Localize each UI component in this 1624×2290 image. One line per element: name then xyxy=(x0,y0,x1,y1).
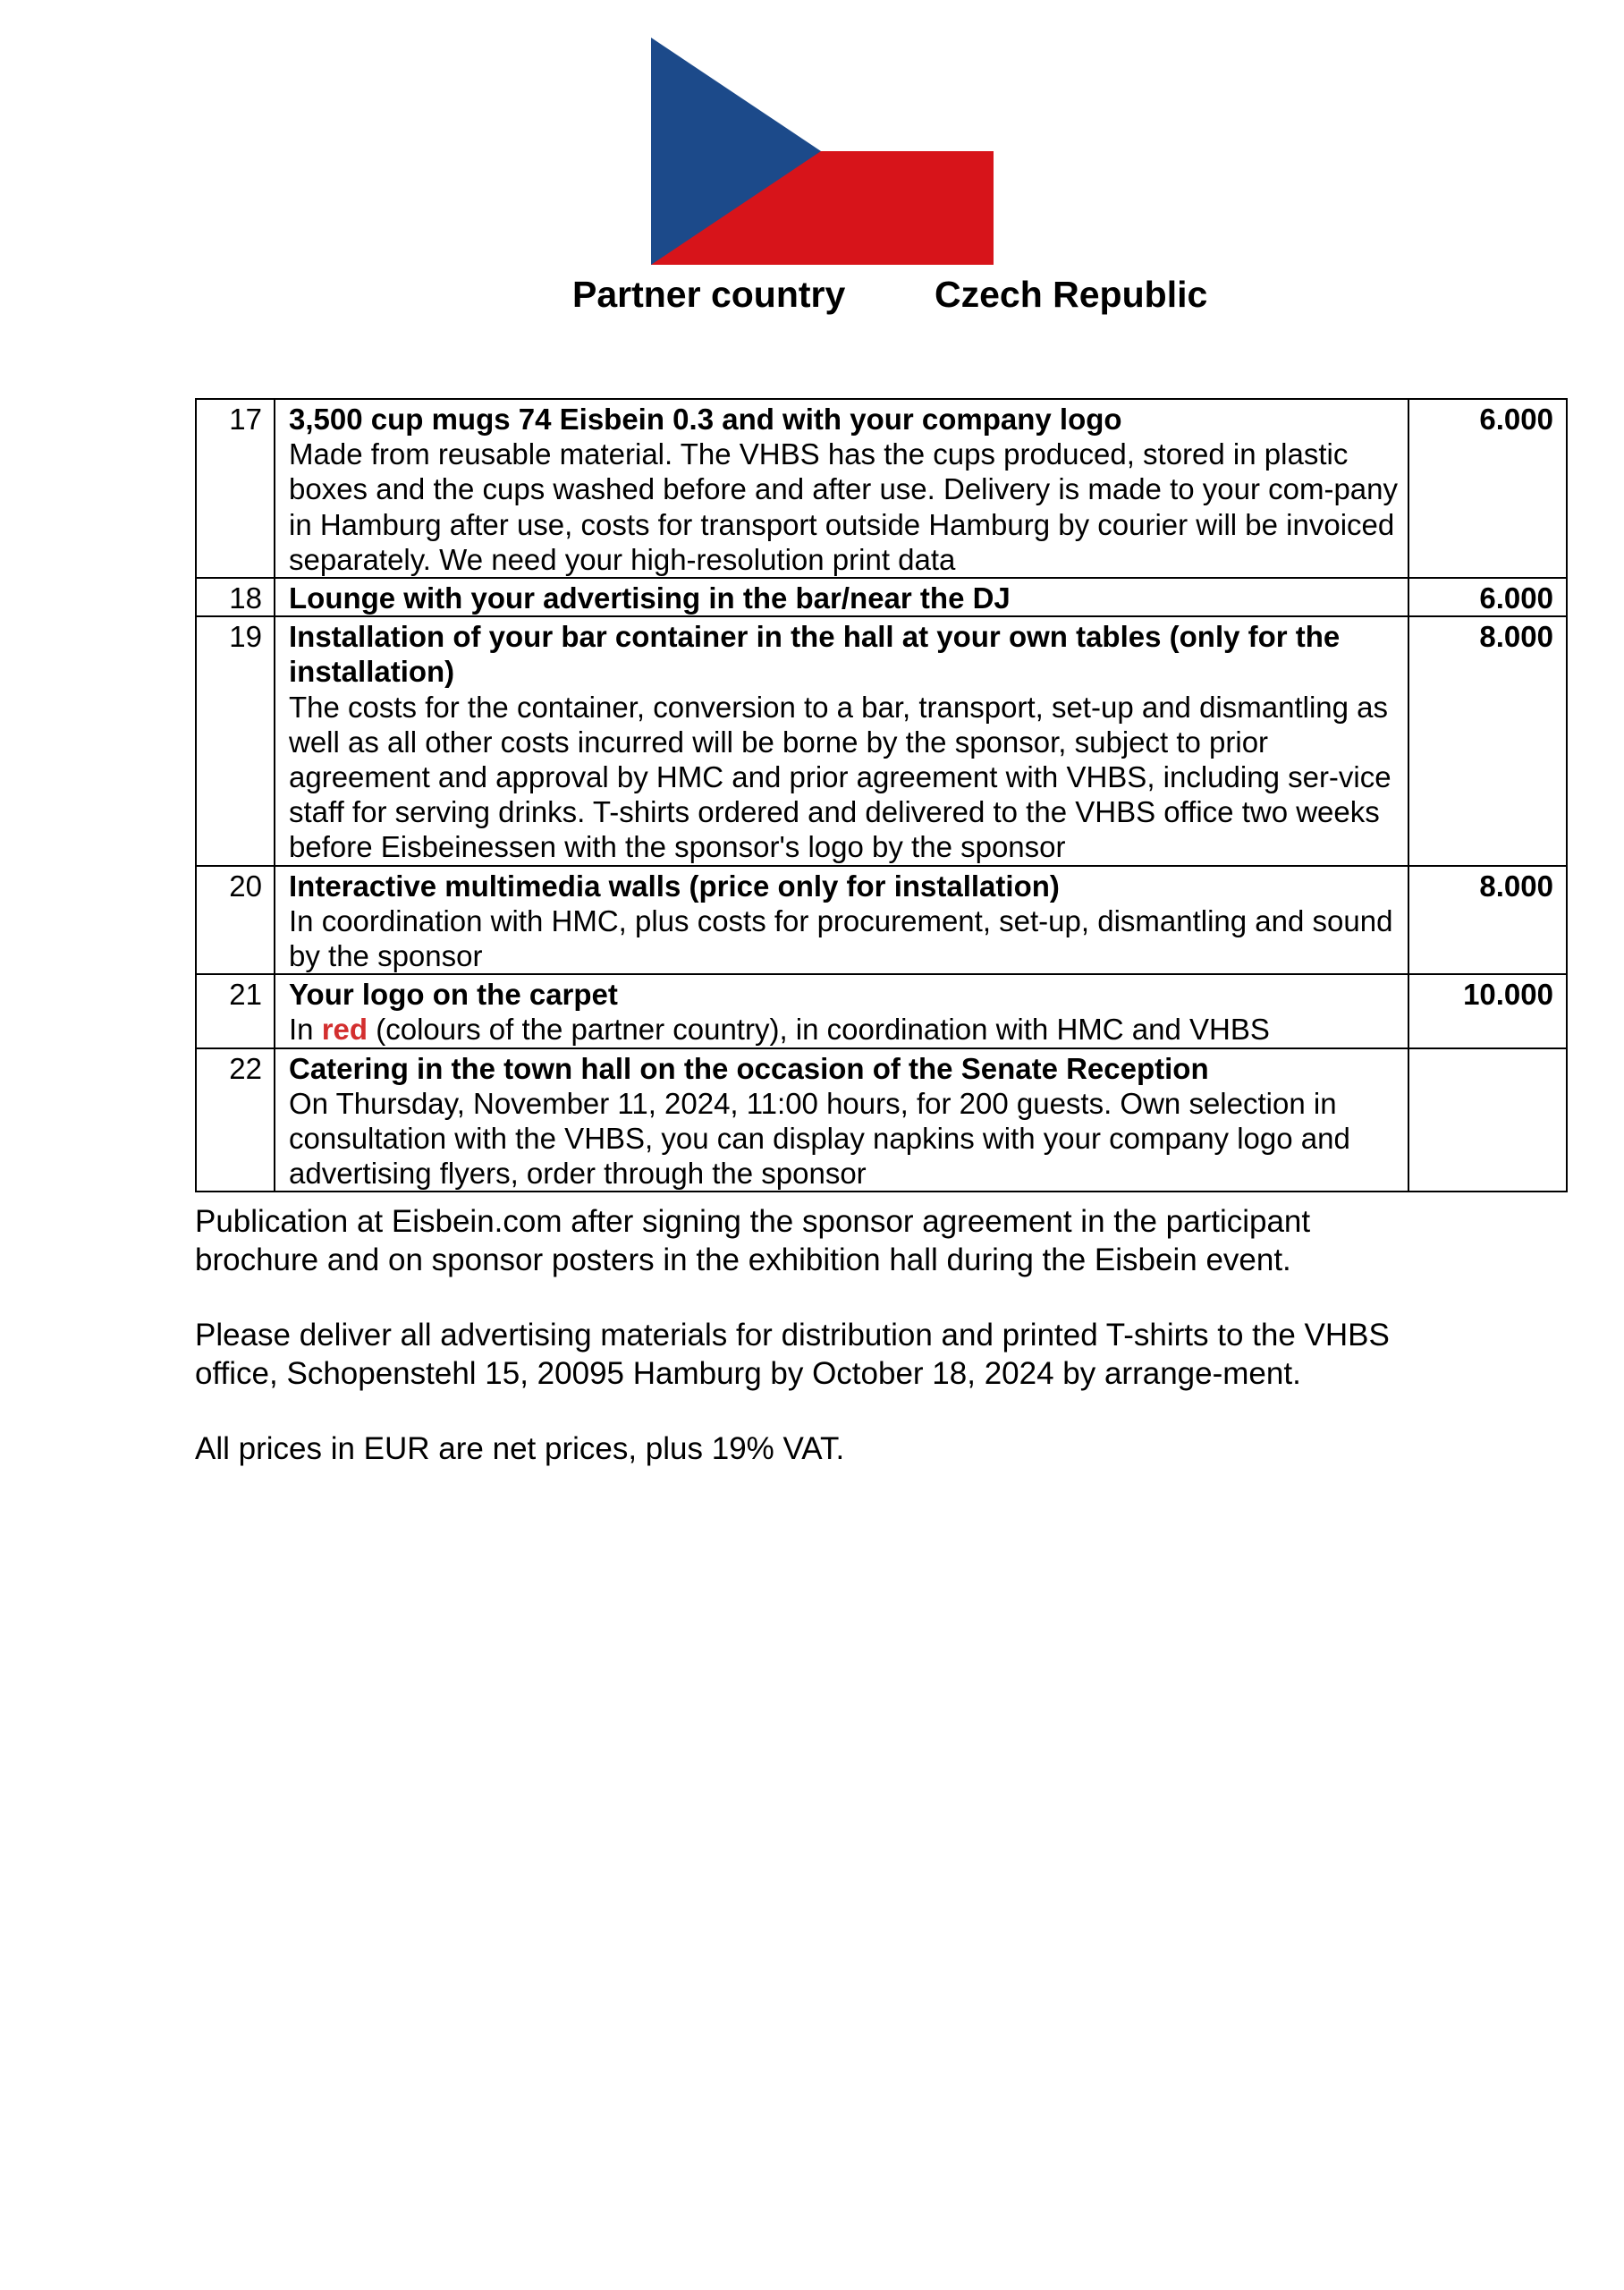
partner-country-name: Czech Republic xyxy=(935,274,1208,315)
item-number: 19 xyxy=(196,616,275,865)
item-number: 18 xyxy=(196,578,275,616)
item-price: 6.000 xyxy=(1408,399,1567,578)
item-title: 3,500 cup mugs 74 Eisbein 0.3 and with your company logo xyxy=(289,403,1122,436)
item-description xyxy=(275,578,1408,616)
item-price: 8.000 xyxy=(1408,866,1567,975)
item-price: 6.000 xyxy=(1408,578,1567,616)
publication-note: Publication at Eisbein.com after signing the sponsor agreement in the participant brochure and on sponsor posters in the exhibition hall during the Eisbein event. xyxy=(195,1204,1311,1277)
item-details: In coordination with HMC, plus costs for procurement, set-up, dismantling and sound by the sponsor xyxy=(289,903,1393,973)
item-description xyxy=(275,974,1408,1047)
item-description xyxy=(275,1048,1408,1192)
delivery-note: Please deliver all advertising materials for distribution and printed T-shirts to the VHBS office, Schopenstehl 15, 20095 Hamburg by October 18, 2024 by arrange-ment. xyxy=(195,1318,1390,1391)
item-number: 22 xyxy=(196,1048,275,1192)
sponsorship-items-table xyxy=(195,398,1568,1192)
item-title: Catering in the town hall on the occasion of the Senate Reception xyxy=(289,1051,1209,1085)
details-prefix: In xyxy=(289,1013,314,1047)
item-description xyxy=(275,866,1408,975)
item-description xyxy=(275,399,1408,578)
highlighted-word: red xyxy=(321,1013,368,1047)
table-row xyxy=(196,399,1567,578)
item-details xyxy=(289,1012,1399,1047)
item-title: Lounge with your advertising in the bar/near the DJ xyxy=(289,581,1011,615)
table-row xyxy=(196,866,1567,975)
item-number: 17 xyxy=(196,399,275,578)
notes-section xyxy=(195,1203,1411,1506)
item-details: The costs for the container, conversion to a bar, transport, set-up and dismantling as well as all other costs incurred will be borne by the sponsor, subject to prior agreement and approval by HMC and prior agreement with VHBS, including ser-vice staff for serving drinks. T-shirts ordered and delivered to the VHBS office two weeks before Eisbeinessen with the sponsor's logo by the sponsor xyxy=(289,690,1391,864)
partner-country-label: Partner country xyxy=(572,274,846,315)
item-description xyxy=(275,616,1408,865)
czech-flag-icon xyxy=(651,38,994,265)
item-details: Made from reusable material. The VHBS has the cups produced, stored in plastic boxes and the cups washed before and after use. Delivery is made to your com-pany in Hamburg after use, costs for transport outside Hamburg by courier will be invoiced separately. We need your high-resolution print data xyxy=(289,437,1399,576)
table-row xyxy=(196,578,1567,616)
item-number: 20 xyxy=(196,866,275,975)
item-details: On Thursday, November 11, 2024, 11:00 hours, for 200 guests. Own selection in consultation with the VHBS, you can display napkins with your company logo and advertising flyers, order through the sponsor xyxy=(289,1086,1350,1191)
item-title: Your logo on the carpet xyxy=(289,978,618,1012)
details-suffix: (colours of the partner country), in coordination with HMC and VHBS xyxy=(376,1013,1270,1047)
item-price xyxy=(1408,1048,1567,1192)
item-price: 8.000 xyxy=(1408,616,1567,865)
item-number: 21 xyxy=(196,974,275,1047)
table-row xyxy=(196,616,1567,865)
item-price: 10.000 xyxy=(1408,974,1567,1047)
table-row xyxy=(196,974,1567,1047)
table-row xyxy=(196,1048,1567,1192)
item-title: Interactive multimedia walls (price only for installation) xyxy=(289,869,1060,903)
item-title: Installation of your bar container in the hall at your own tables (only for the installation) xyxy=(289,620,1341,689)
prices-note: All prices in EUR are net prices, plus 19% VAT. xyxy=(195,1431,845,1466)
